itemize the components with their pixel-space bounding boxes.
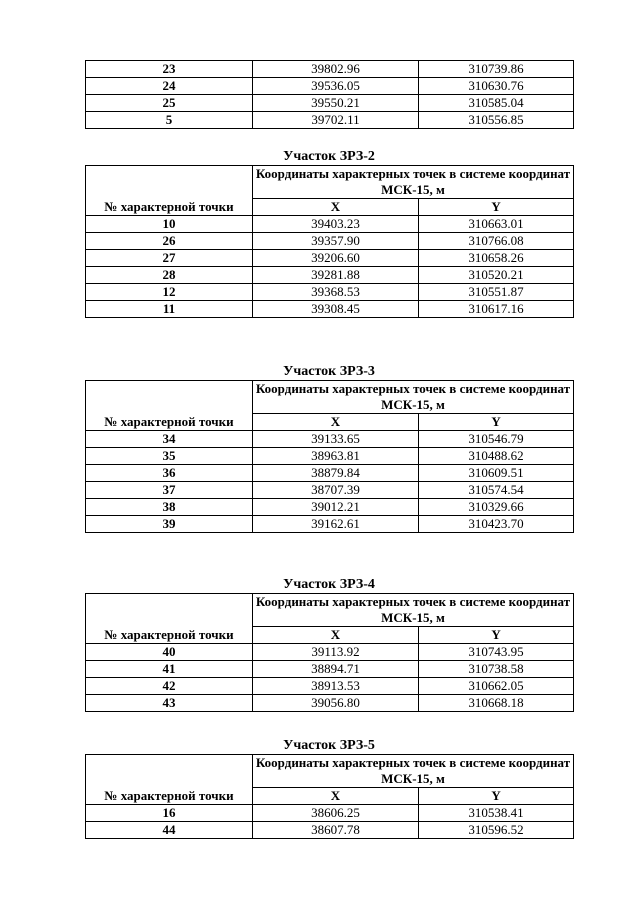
table-row — [86, 644, 574, 661]
table-row — [86, 465, 574, 482]
header-row — [86, 166, 574, 199]
table-row — [86, 284, 574, 301]
x-coordinate: 39281.88 — [253, 267, 419, 284]
point-number-header: № характерной точки — [86, 381, 253, 431]
y-header: Y — [419, 627, 574, 644]
y-coordinate: 310596.52 — [419, 822, 574, 839]
point-number: 5 — [86, 112, 253, 129]
table-row — [86, 112, 574, 129]
table-row — [86, 678, 574, 695]
table-row — [86, 499, 574, 516]
y-coordinate: 310574.54 — [419, 482, 574, 499]
section-zrz-2 — [85, 149, 573, 318]
table-row — [86, 61, 574, 78]
point-number: 26 — [86, 233, 253, 250]
coordinates-table — [85, 593, 574, 712]
x-coordinate: 39702.11 — [253, 112, 419, 129]
x-coordinate: 39357.90 — [253, 233, 419, 250]
table-row — [86, 301, 574, 318]
x-coordinate: 38606.25 — [253, 805, 419, 822]
y-coordinate: 310585.04 — [419, 95, 574, 112]
table-row — [86, 233, 574, 250]
point-number-header: № характерной точки — [86, 594, 253, 644]
x-coordinate: 39802.96 — [253, 61, 419, 78]
table-row — [86, 448, 574, 465]
point-number: 10 — [86, 216, 253, 233]
point-number: 35 — [86, 448, 253, 465]
header-row — [86, 594, 574, 627]
section-title: Участок ЗРЗ-4 — [283, 577, 375, 592]
coordinates-header: Координаты характерных точек в системе координат МСК-15, м — [253, 755, 574, 788]
y-coordinate: 310663.01 — [419, 216, 574, 233]
y-coordinate: 310617.16 — [419, 301, 574, 318]
x-coordinate: 39403.23 — [253, 216, 419, 233]
y-header: Y — [419, 199, 574, 216]
y-coordinate: 310488.62 — [419, 448, 574, 465]
y-coordinate: 310738.58 — [419, 661, 574, 678]
y-header: Y — [419, 414, 574, 431]
x-header: X — [253, 414, 419, 431]
x-coordinate: 39012.21 — [253, 499, 419, 516]
section-zrz-4 — [85, 577, 573, 712]
table-row — [86, 805, 574, 822]
point-number: 25 — [86, 95, 253, 112]
section-title: Участок ЗРЗ-3 — [283, 364, 375, 379]
x-coordinate: 39550.21 — [253, 95, 419, 112]
section-title: Участок ЗРЗ-5 — [283, 738, 375, 753]
point-number: 41 — [86, 661, 253, 678]
header-row — [86, 381, 574, 414]
top-table-block — [85, 60, 573, 129]
point-number: 34 — [86, 431, 253, 448]
point-number: 28 — [86, 267, 253, 284]
x-coordinate: 38607.78 — [253, 822, 419, 839]
coordinates-header: Координаты характерных точек в системе координат МСК-15, м — [253, 381, 574, 414]
table-row — [86, 250, 574, 267]
x-coordinate: 38963.81 — [253, 448, 419, 465]
point-number: 16 — [86, 805, 253, 822]
coordinates-header: Координаты характерных точек в системе координат МСК-15, м — [253, 166, 574, 199]
section-title: Участок ЗРЗ-2 — [283, 149, 375, 164]
y-header: Y — [419, 788, 574, 805]
x-coordinate: 39308.45 — [253, 301, 419, 318]
table-body — [86, 61, 574, 129]
point-number-header: № характерной точки — [86, 166, 253, 216]
table-row — [86, 431, 574, 448]
x-coordinate: 39206.60 — [253, 250, 419, 267]
x-coordinate: 38894.71 — [253, 661, 419, 678]
x-coordinate: 39368.53 — [253, 284, 419, 301]
y-coordinate: 310546.79 — [419, 431, 574, 448]
y-coordinate: 310538.41 — [419, 805, 574, 822]
point-number: 39 — [86, 516, 253, 533]
coordinates-header: Координаты характерных точек в системе координат МСК-15, м — [253, 594, 574, 627]
y-coordinate: 310520.21 — [419, 267, 574, 284]
table-row — [86, 78, 574, 95]
point-number: 44 — [86, 822, 253, 839]
x-coordinate: 38879.84 — [253, 465, 419, 482]
table-row — [86, 267, 574, 284]
coordinates-table — [85, 754, 574, 839]
table-row — [86, 661, 574, 678]
y-coordinate: 310739.86 — [419, 61, 574, 78]
y-coordinate: 310329.66 — [419, 499, 574, 516]
y-coordinate: 310556.85 — [419, 112, 574, 129]
x-coordinate: 38913.53 — [253, 678, 419, 695]
point-number: 38 — [86, 499, 253, 516]
section-zrz-5 — [85, 738, 573, 839]
x-coordinate: 39536.05 — [253, 78, 419, 95]
point-number: 24 — [86, 78, 253, 95]
coordinates-table — [85, 380, 574, 533]
point-number: 42 — [86, 678, 253, 695]
x-coordinate: 39113.92 — [253, 644, 419, 661]
x-header: X — [253, 199, 419, 216]
point-number: 37 — [86, 482, 253, 499]
coordinates-table — [85, 165, 574, 318]
point-number: 40 — [86, 644, 253, 661]
point-number: 43 — [86, 695, 253, 712]
table-row — [86, 216, 574, 233]
point-number: 23 — [86, 61, 253, 78]
point-number-header: № характерной точки — [86, 755, 253, 805]
y-coordinate: 310662.05 — [419, 678, 574, 695]
point-number: 11 — [86, 301, 253, 318]
point-number: 12 — [86, 284, 253, 301]
x-coordinate: 38707.39 — [253, 482, 419, 499]
point-number: 36 — [86, 465, 253, 482]
y-coordinate: 310668.18 — [419, 695, 574, 712]
table-row — [86, 95, 574, 112]
y-coordinate: 310609.51 — [419, 465, 574, 482]
y-coordinate: 310766.08 — [419, 233, 574, 250]
y-coordinate: 310743.95 — [419, 644, 574, 661]
y-coordinate: 310423.70 — [419, 516, 574, 533]
table-row — [86, 822, 574, 839]
y-coordinate: 310551.87 — [419, 284, 574, 301]
section-zrz-3 — [85, 364, 573, 533]
x-coordinate: 39162.61 — [253, 516, 419, 533]
table-row — [86, 695, 574, 712]
table-row — [86, 516, 574, 533]
header-row — [86, 755, 574, 788]
x-coordinate: 39056.80 — [253, 695, 419, 712]
x-header: X — [253, 627, 419, 644]
point-number: 27 — [86, 250, 253, 267]
coordinates-table-continued — [85, 60, 574, 129]
y-coordinate: 310658.26 — [419, 250, 574, 267]
table-row — [86, 482, 574, 499]
y-coordinate: 310630.76 — [419, 78, 574, 95]
x-header: X — [253, 788, 419, 805]
x-coordinate: 39133.65 — [253, 431, 419, 448]
